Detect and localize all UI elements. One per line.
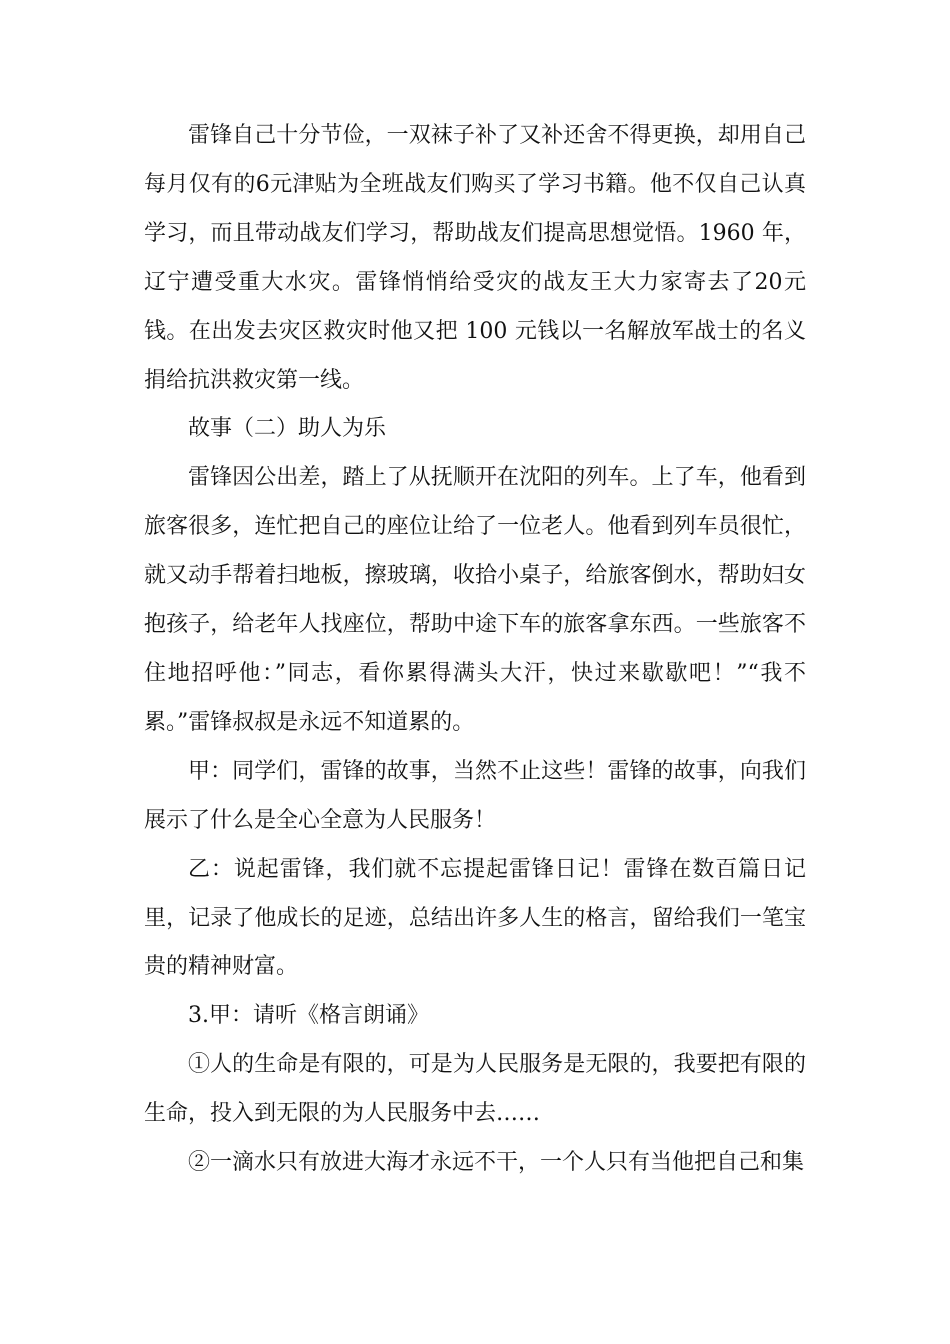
section-heading-story-two: 故事（二）助人为乐 — [188, 416, 387, 442]
paragraph-helping-on-train: 雷锋因公出差，踏上了从抚顺开在沈阳的列车。上了车，他看到旅客很多，连忙把自己的座位让给了一位老人。他看到列车员很忙，就又动手帮着扫地板，擦玻璃，收拾小桌子，给旅客倒水，帮助妇女抱孩子，给老年人找座位，帮助中途下车的旅客拿东西。一些旅客不住地招呼他：”同志，看你累得满头大汗，快过来歇歇吧！”“我不累。”雷锋叔叔是永远不知道累的。 — [144, 465, 806, 735]
paragraph-speaker-jia: 甲：同学们，雷锋的故事，当然不止这些！雷锋的故事，向我们展示了什么是全心全意为人民服务！ — [144, 758, 806, 833]
paragraph-motto-two: ②一滴水只有放进大海才永远不干，一个人只有当他把自己和集 — [188, 1150, 805, 1176]
paragraph-frugality: 雷锋自己十分节俭，一双袜子补了又补还舍不得更换，却用自己每月仅有的6元津贴为全班战友们购买了学习书籍。他不仅自己认真学习，而且带动战友们学习，帮助战友们提高思想觉悟。1960 年，辽宁遭受重大水灾。雷锋悄悄给受灾的战友王大力家寄去了20元钱。在出发去灾区救灾时他又把 100 元钱以一名解放军战士的名义捐给抗洪救灾第一线。 — [144, 123, 806, 393]
paragraph-speaker-yi: 乙：说起雷锋，我们就不忘提起雷锋日记！雷锋在数百篇日记里，记录了他成长的足迹，总结出许多人生的格言，留给我们一笔宝贵的精神财富。 — [144, 856, 806, 980]
document-body — [144, 112, 806, 1188]
paragraph-motto-one: ①人的生命是有限的，可是为人民服务是无限的，我要把有限的生命，投入到无限的为人民服务中去…… — [144, 1052, 806, 1127]
paragraph-motto-intro: 3.甲：请听《格言朗诵》 — [188, 1003, 429, 1029]
